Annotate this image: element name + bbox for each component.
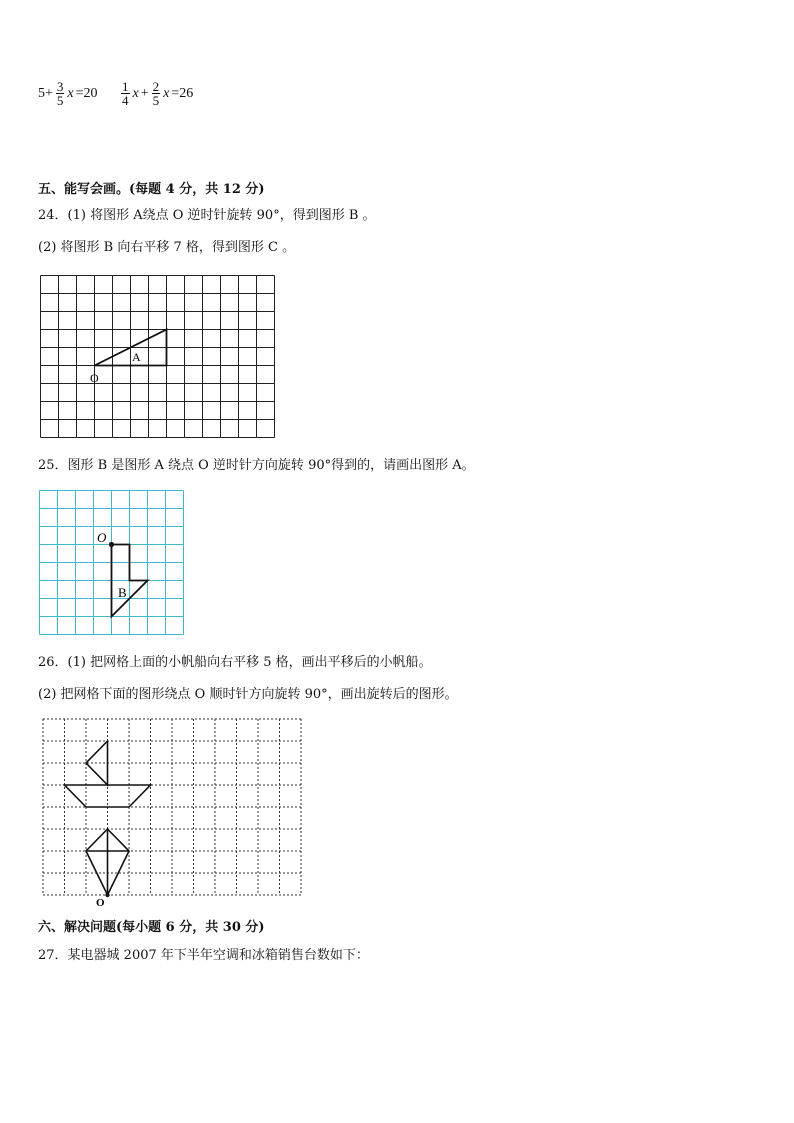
eq2-var2: x bbox=[163, 85, 170, 101]
q24-line2: (2) 将图形 B 向右平移 7 格，得到图形 C 。 bbox=[38, 240, 296, 255]
q25-label-o: O bbox=[97, 530, 107, 545]
q25-grid-figure bbox=[38, 489, 188, 639]
eq2-plus: + bbox=[140, 85, 149, 101]
eq2-var1: x bbox=[132, 85, 139, 101]
eq1-rhs: =20 bbox=[75, 85, 98, 101]
eq1-frac-den: 5 bbox=[56, 93, 64, 108]
q24-label-o: O bbox=[90, 371, 99, 385]
eq2-fraction-2 bbox=[152, 80, 161, 107]
section6-title: 六、解决问题(每小题 6 分，共 30 分) bbox=[38, 920, 265, 935]
eq2-frac2-den: 5 bbox=[152, 93, 160, 108]
q25-point-o bbox=[109, 542, 114, 547]
q24-line1: 24．(1) 将图形 A绕点 O 逆时针旋转 90°，得到图形 B 。 bbox=[38, 208, 376, 223]
eq1-fraction bbox=[56, 80, 65, 107]
q25-label-b: B bbox=[118, 585, 127, 600]
q26-grid-figure bbox=[38, 716, 304, 908]
q26-sailboat bbox=[65, 741, 151, 807]
q26-point-o bbox=[105, 893, 109, 897]
q26-label-o: O bbox=[96, 897, 105, 908]
q26-grid bbox=[43, 719, 301, 895]
eq1-var: x bbox=[67, 85, 74, 101]
section5-title: 五、能写会画。(每题 4 分，共 12 分) bbox=[38, 182, 265, 197]
q24-grid-figure bbox=[38, 273, 278, 441]
equation-2 bbox=[120, 80, 193, 107]
eq2-frac1-den: 4 bbox=[122, 93, 129, 108]
eq2-rhs: =26 bbox=[171, 85, 194, 101]
eq2-fraction-1 bbox=[121, 80, 130, 107]
eq1-frac-num: 3 bbox=[56, 79, 64, 94]
eq1-prefix: 5+ bbox=[38, 85, 53, 101]
q26-line1: 26．(1) 把网格上面的小帆船向右平移 5 格，画出平移后的小帆船。 bbox=[38, 655, 432, 670]
eq2-frac2-num: 2 bbox=[152, 79, 160, 94]
eq2-frac1-num: 1 bbox=[122, 79, 129, 94]
equation-1 bbox=[38, 80, 98, 107]
q24-label-a: A bbox=[132, 350, 141, 364]
q25-text: 25．图形 B 是图形 A 绕点 O 逆时针方向旋转 90°得到的，请画出图形 A。 bbox=[38, 458, 475, 473]
q26-line2: (2) 把网格下面的图形绕点 O 顺时针方向旋转 90°，画出旋转后的图形。 bbox=[38, 687, 458, 702]
q27-text: 27．某电器城 2007 年下半年空调和冰箱销售台数如下： bbox=[38, 948, 369, 963]
q24-grid bbox=[41, 276, 275, 438]
q26-kite-shape bbox=[86, 829, 129, 895]
